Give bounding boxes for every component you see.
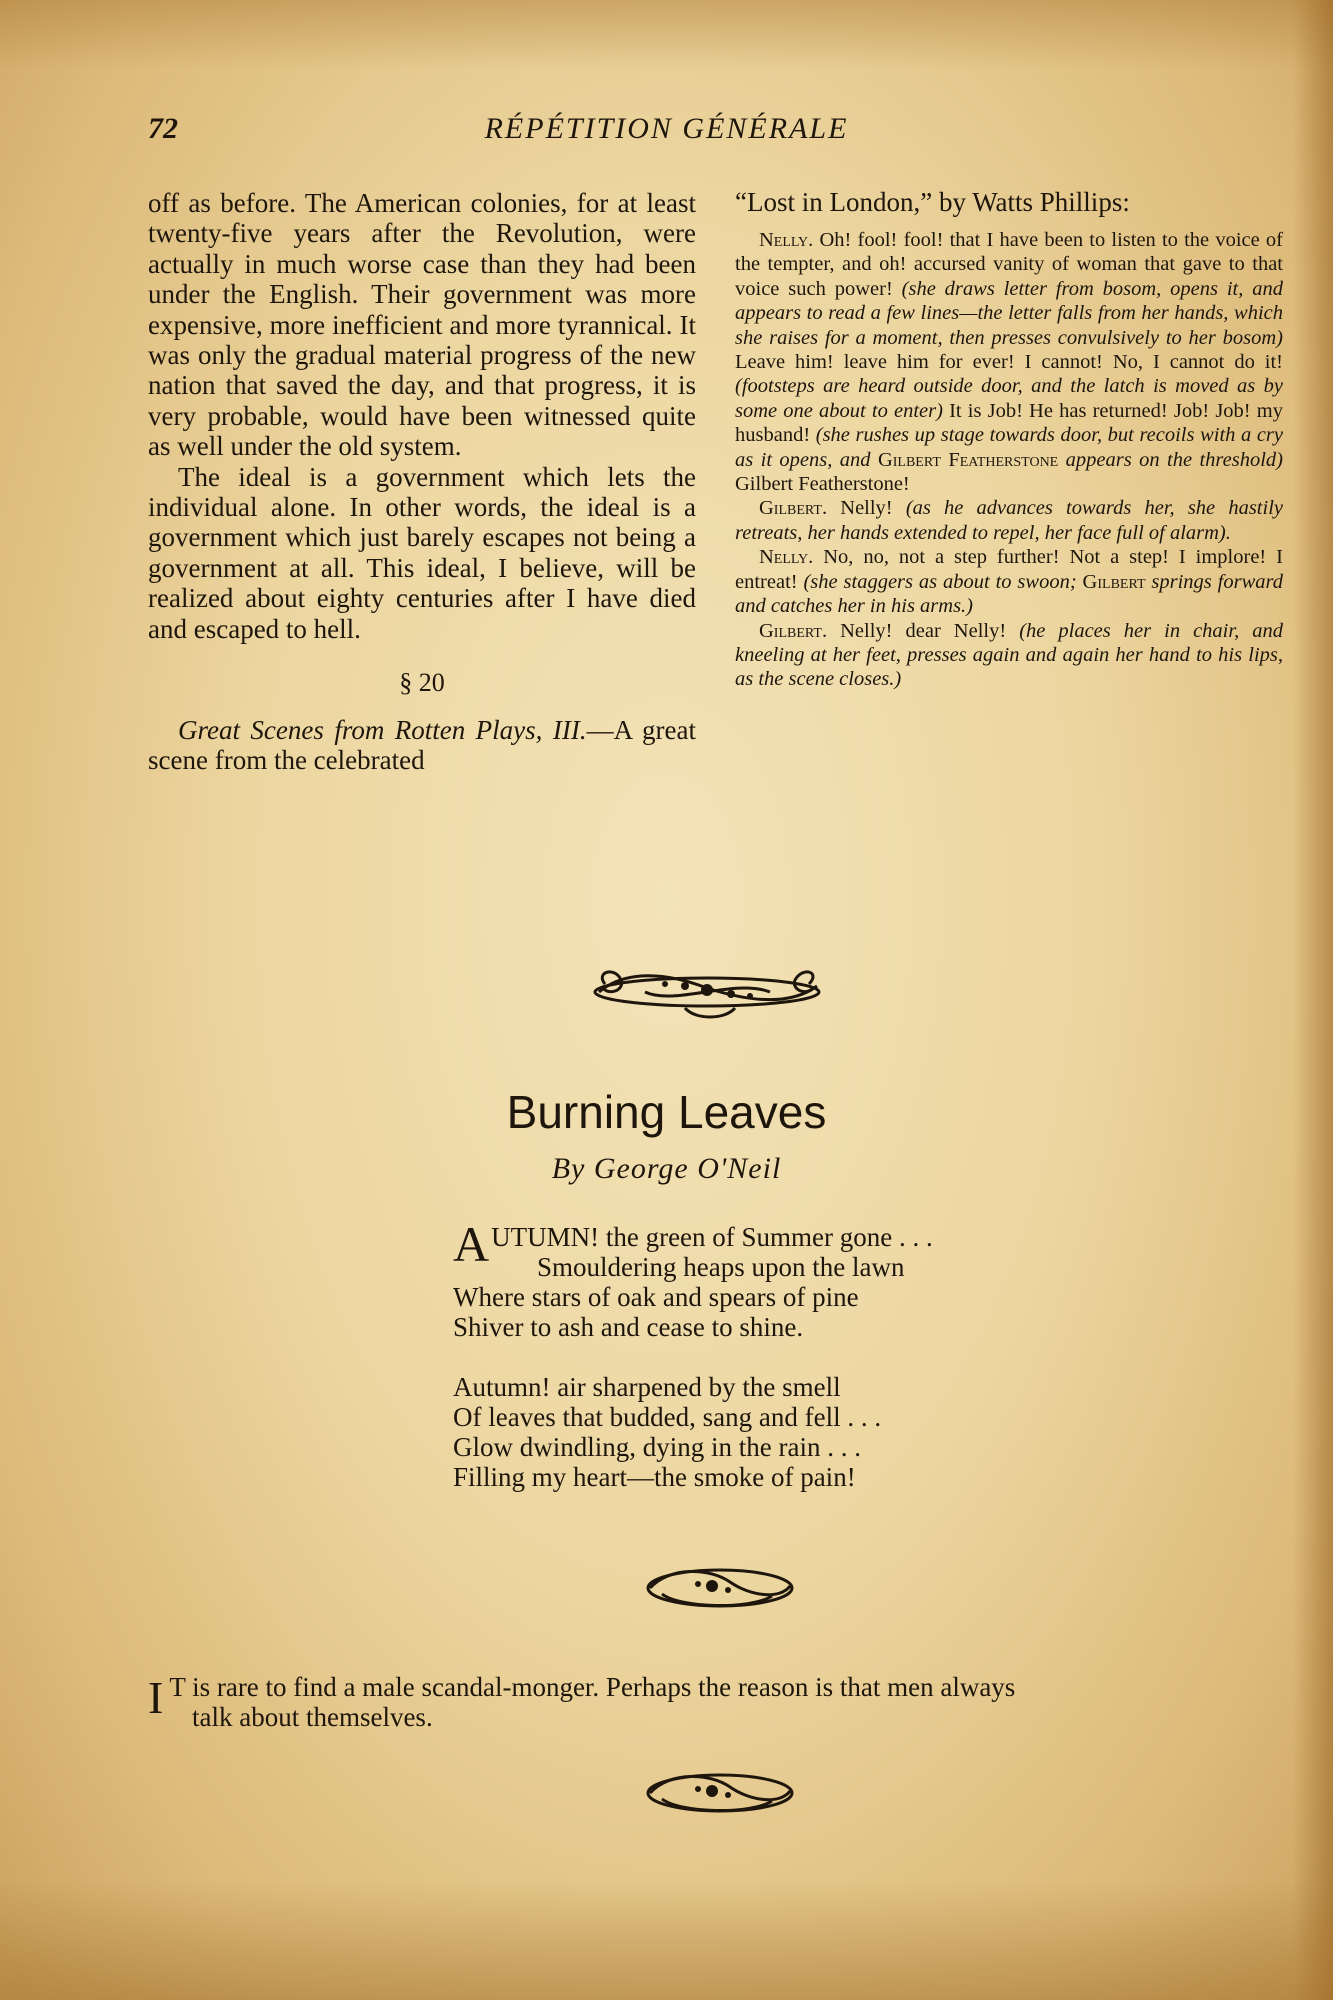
dialogue-text: Gilbert Featherstone! (735, 473, 910, 496)
epigram (148, 1672, 1283, 1732)
section-number: § 20 (399, 668, 445, 698)
poem-line: UTUMN! the green of Summer gone . . . (491, 1222, 933, 1252)
poem-title: Burning Leaves (506, 1086, 827, 1138)
dialogue-text: It is Job! He has returned! Job! Job! my husband! (735, 399, 1283, 447)
right-column (735, 186, 1283, 692)
dialogue-gilbert (735, 619, 1283, 692)
running-head: RÉPÉTITION GÉNÉRALE (484, 112, 849, 145)
dialogue-text: Nelly! dear Nelly! (827, 619, 1020, 642)
epigram-line: talk about themselves. (192, 1702, 433, 1732)
poem-line: Shiver to ash and cease to shine. (453, 1312, 804, 1342)
page-shading-bottom (0, 1880, 1333, 2000)
paragraph-text: —A great scene from the celebrated (148, 714, 696, 775)
paragraph: off as before. The American colonies, for at least twenty-five years after the Revolution, were actually in much worse case than they had been under the English. Their government was more expensive, more inefficient and more tyrannical. It was only the gradual material progress of the new nation that saved the day, and that progress, it is very probable, would have been witnessed quite as well under the old system. (148, 188, 696, 462)
poem-line: Smouldering heaps upon the lawn (537, 1252, 905, 1282)
stage-direction: springs forward and catches her in his arms.) (735, 570, 1283, 618)
poem-body (453, 1216, 1073, 1522)
speaker-name: Nelly. (759, 546, 814, 569)
speaker-name: Gilbert. (759, 497, 828, 520)
drop-cap: A (453, 1216, 490, 1272)
ornament-divider-icon (585, 962, 830, 1024)
stage-direction: appears on the threshold) (1058, 448, 1283, 471)
drop-cap: I (148, 1672, 164, 1723)
ornament-divider-icon (640, 1765, 800, 1821)
play-intro: “Lost in London,” by Watts Phillips: (735, 187, 1130, 217)
character-name: Gilbert Featherstone (877, 448, 1059, 471)
stage-direction: (she staggers as about to swoon; (803, 570, 1083, 593)
poem-line: Of leaves that budded, sang and fell . . . (453, 1402, 882, 1432)
paragraph (148, 715, 696, 776)
poem-line: Where stars of oak and spears of pine (453, 1282, 859, 1312)
paragraph: The ideal is a government which lets the individual alone. In other words, the ideal is a government which just barely escapes not being a government at all. This ideal, I believe, will be realized about eighty centuries after I have died and escaped to hell. (148, 461, 696, 644)
dialogue-nelly (735, 545, 1283, 618)
left-column (148, 188, 696, 775)
speaker-name: Gilbert. (759, 619, 828, 642)
dialogue-nelly (735, 228, 1283, 496)
poem-line: Filling my heart—the smoke of pain! (453, 1462, 856, 1492)
page-shading-right (1293, 0, 1333, 2000)
character-name: Gilbert (1082, 570, 1146, 593)
dialogue-text: Leave him! leave him for ever! I cannot! No, I cannot do it! (735, 351, 1283, 374)
stage-direction: (she rushes up stage towards door, but recoils with a cry as it opens, and (735, 424, 1283, 471)
poem-stanza (453, 1372, 1073, 1492)
stage-direction: (as he advances towards her, she hastily retreats, her hands extended to repel, her face full of alarm). (735, 497, 1283, 544)
speaker-name: Nelly. (759, 229, 814, 251)
dialogue-text: Oh! fool! fool! that I have been to listen to the voice of the tempter, and oh! accursed vanity of woman that gave to that voice such power! (735, 229, 1283, 300)
stage-direction: (he places her in chair, and kneeling at her feet, presses again and again her hand to his lips, as the scene closes.) (735, 619, 1283, 691)
dialogue-text: Nelly! (827, 497, 906, 520)
feature-title: Great Scenes from Rotten Plays, III. (178, 714, 587, 745)
stage-direction: (she draws letter from bosom, opens it, and appears to read a few lines—the letter falls from her hands, which she raises for a moment, then presses convulsively to her bosom) (735, 277, 1283, 349)
epigram-line: T is rare to find a male scandal-monger. Perhaps the reason is that men always (169, 1672, 1016, 1702)
ornament-divider-icon (640, 1560, 800, 1616)
stage-direction: (footsteps are heard outside door, and the latch is moved as by some one about to enter) (735, 375, 1283, 422)
page-number: 72 (148, 112, 178, 145)
poem-line: Glow dwindling, dying in the rain . . . (453, 1432, 861, 1462)
dialogue-gilbert (735, 496, 1283, 545)
dialogue-text: No, no, not a step further! Not a step! I implore! I entreat! (735, 546, 1283, 593)
poem-stanza (453, 1216, 1073, 1342)
poem-author: By George O'Neil (551, 1152, 782, 1185)
poem-line: Autumn! air sharpened by the smell (453, 1372, 841, 1402)
page-shading-top (0, 0, 1333, 70)
